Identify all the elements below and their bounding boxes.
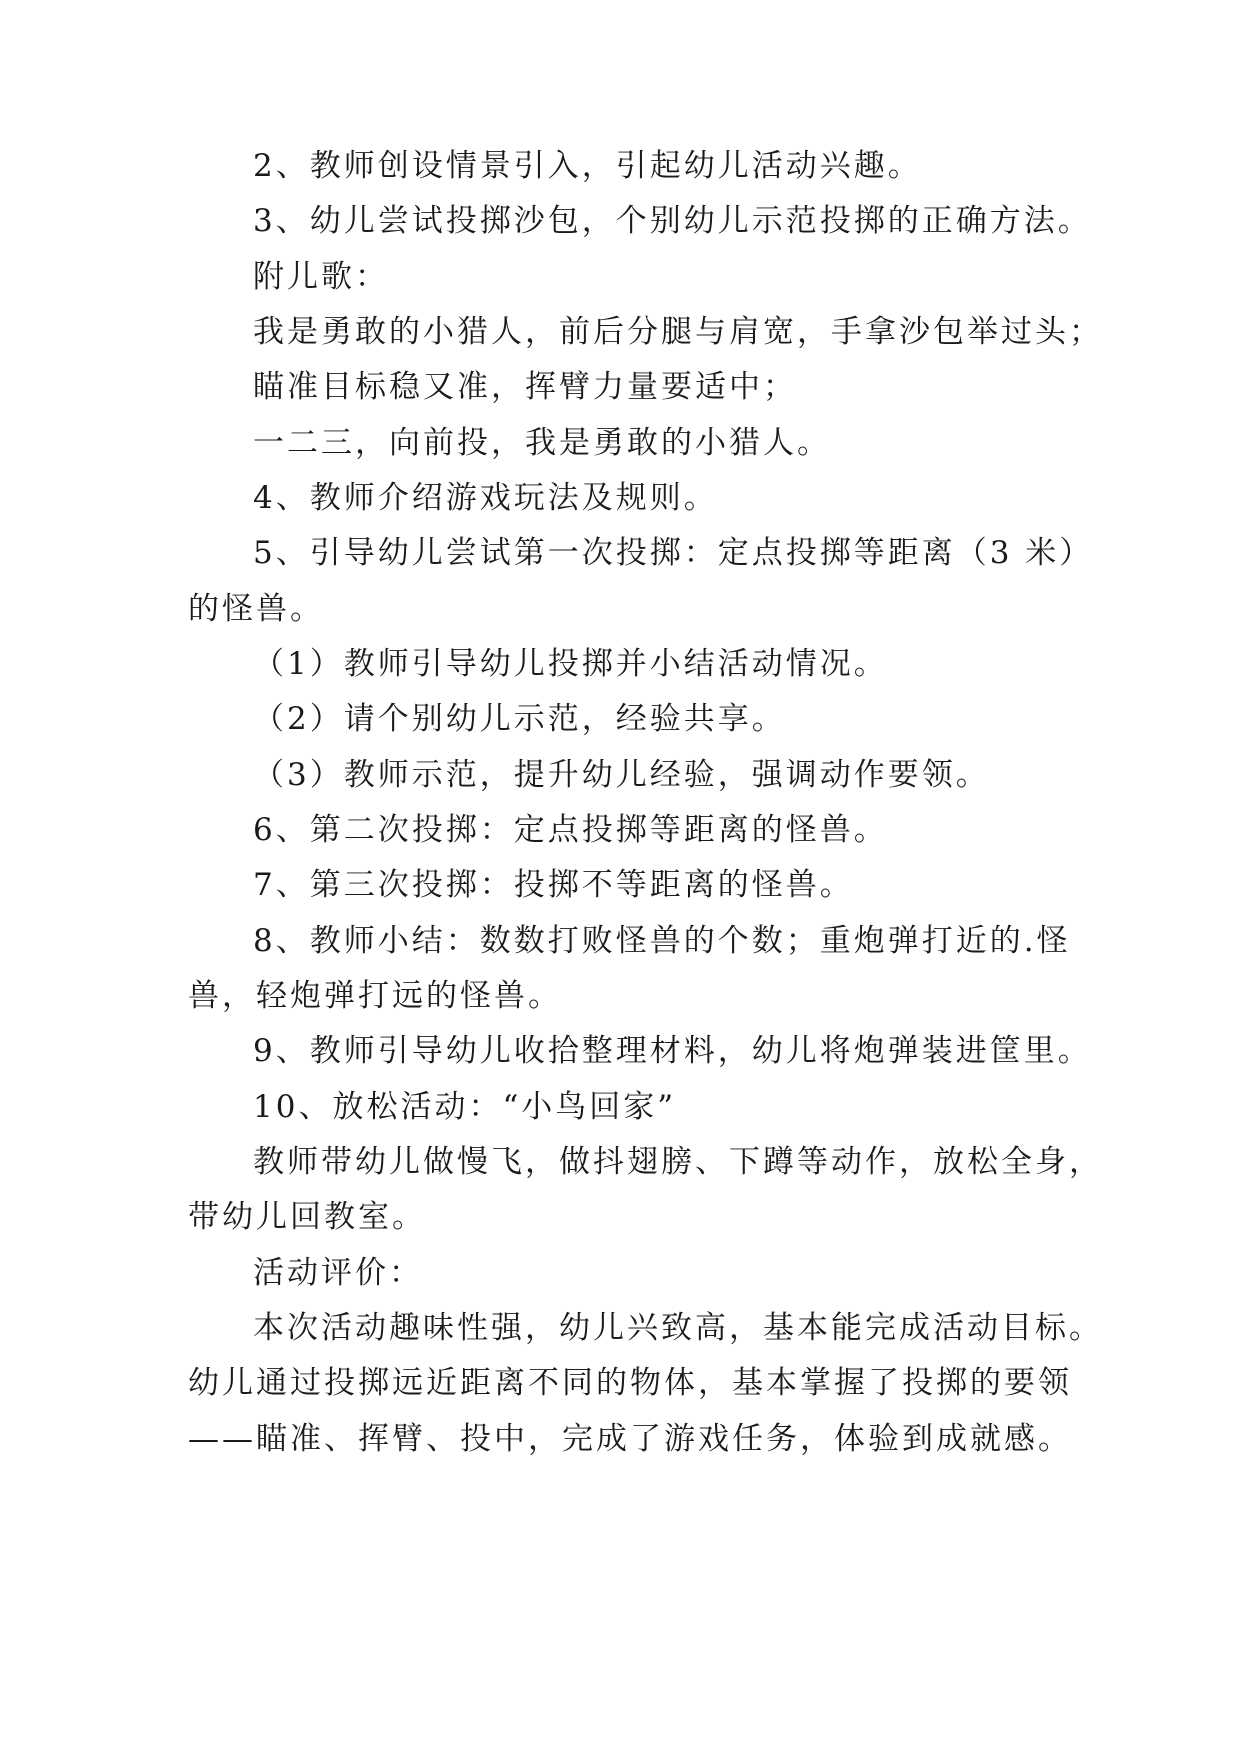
step-10-line: 10、放松活动：“小鸟回家” <box>253 1089 677 1125</box>
song-line-3: 一二三，向前投，我是勇敢的小猎人。 <box>253 425 831 461</box>
relax-activity-continuation: 带幼儿回教室。 <box>188 1199 426 1235</box>
step-4-line: 4、教师介绍游戏玩法及规则。 <box>253 480 718 516</box>
step-8-continuation: 兽，轻炮弹打远的怪兽。 <box>188 978 562 1014</box>
song-heading: 附儿歌： <box>253 259 389 295</box>
substep-1-line: （1）教师引导幼儿投掷并小结活动情况。 <box>253 646 888 682</box>
evaluation-line-2: 幼儿通过投掷远近距离不同的物体，基本掌握了投掷的要领 <box>188 1365 1072 1401</box>
substep-2-line: （2）请个别幼儿示范，经验共享。 <box>253 701 786 737</box>
step-9-line: 9、教师引导幼儿收拾整理材料，幼儿将炮弹装进筐里。 <box>253 1033 1092 1069</box>
step-8-line: 8、教师小结：数数打败怪兽的个数；重炮弹打近的.怪 <box>253 923 1071 959</box>
step-3-line: 3、幼儿尝试投掷沙包，个别幼儿示范投掷的正确方法。 <box>253 203 1092 239</box>
step-5-line: 5、引导幼儿尝试第一次投掷：定点投掷等距离（3 米） <box>253 535 1094 571</box>
song-line-2: 瞄准目标稳又准，挥臂力量要适中； <box>253 369 797 405</box>
evaluation-line-1: 本次活动趣味性强，幼儿兴致高，基本能完成活动目标。 <box>253 1310 1103 1346</box>
evaluation-heading: 活动评价： <box>253 1255 423 1291</box>
relax-activity-line: 教师带幼儿做慢飞，做抖翅膀、下蹲等动作，放松全身， <box>253 1144 1103 1180</box>
substep-3-line: （3）教师示范，提升幼儿经验，强调动作要领。 <box>253 757 990 793</box>
step-5-continuation: 的怪兽。 <box>188 591 324 627</box>
song-line-1: 我是勇敢的小猎人，前后分腿与肩宽，手拿沙包举过头； <box>253 314 1103 350</box>
step-6-line: 6、第二次投掷：定点投掷等距离的怪兽。 <box>253 812 888 848</box>
step-2-line: 2、教师创设情景引入，引起幼儿活动兴趣。 <box>253 148 922 184</box>
step-7-line: 7、第三次投掷：投掷不等距离的怪兽。 <box>253 867 854 903</box>
evaluation-line-3: ——瞄准、挥臂、投中，完成了游戏任务，体验到成就感。 <box>188 1421 1072 1457</box>
